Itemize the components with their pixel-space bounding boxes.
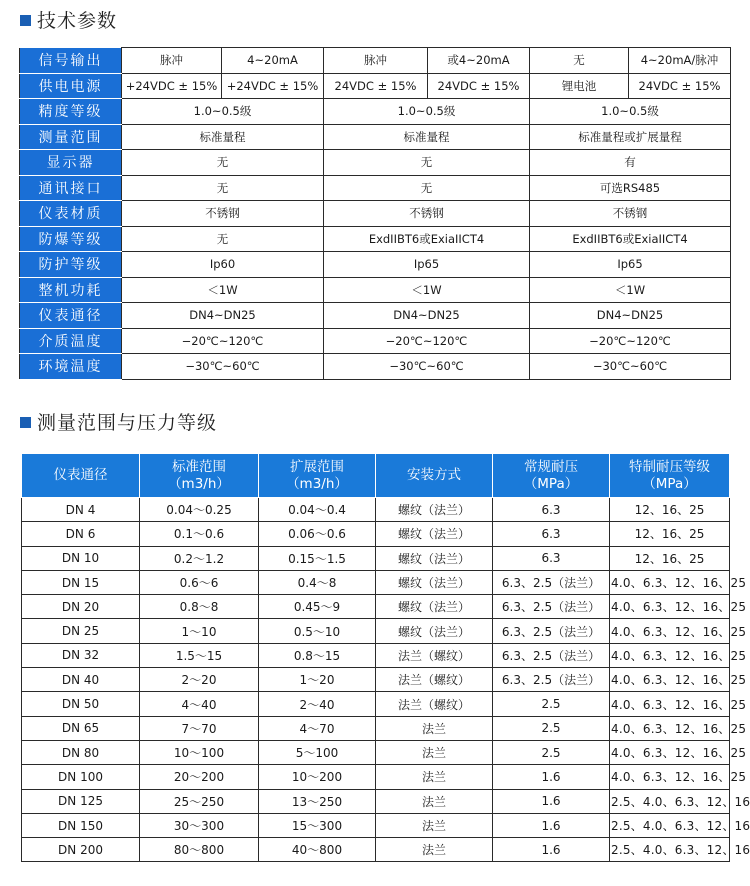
range-cell: 12、16、25 <box>610 498 730 522</box>
spec-row <box>20 252 731 278</box>
range-cell: 4.0、6.3、12、16、25 <box>610 570 730 594</box>
spec-cell: 标准量程 <box>122 124 324 150</box>
spec-cell: 脉冲 <box>122 48 222 74</box>
spec-row-label: 整机功耗 <box>20 277 122 303</box>
range-cell: 0.5～10 <box>259 619 376 643</box>
range-row <box>22 765 730 789</box>
header-unit: （MPa） <box>642 475 697 492</box>
range-cell: 0.45～9 <box>259 595 376 619</box>
range-cell: 2～40 <box>259 692 376 716</box>
range-cell: 12、16、25 <box>610 546 730 570</box>
range-cell: DN 20 <box>22 595 140 619</box>
range-row <box>22 498 730 522</box>
range-column-header <box>259 454 376 498</box>
spec-cell: −30℃~60℃ <box>122 354 324 380</box>
spec-row <box>20 328 731 354</box>
header-line: 标准范围 <box>172 458 226 475</box>
spec-cell: Ip65 <box>530 252 731 278</box>
range-cell: 1.6 <box>493 789 610 813</box>
range-row <box>22 619 730 643</box>
range-cell: 法兰（螺纹） <box>376 668 493 692</box>
range-cell: 法兰 <box>376 838 493 862</box>
spec-row <box>20 150 731 176</box>
spec-cell: 无 <box>122 175 324 201</box>
spec-row-label: 供电电源 <box>20 73 122 99</box>
spec-row <box>20 99 731 125</box>
range-column-header <box>140 454 259 498</box>
spec-row-label: 信号输出 <box>20 48 122 74</box>
spec-cell: 24VDC ± 15% <box>324 73 428 99</box>
range-cell: 螺纹（法兰） <box>376 546 493 570</box>
range-cell: DN 200 <box>22 838 140 862</box>
range-cell: 7～70 <box>140 716 259 740</box>
range-cell: 螺纹（法兰） <box>376 619 493 643</box>
range-cell: DN 40 <box>22 668 140 692</box>
square-bullet-icon <box>20 417 31 428</box>
spec-cell: 4~20mA <box>222 48 324 74</box>
range-cell: 40～800 <box>259 838 376 862</box>
header-line: 特制耐压等级 <box>629 458 710 475</box>
spec-row-label: 测量范围 <box>20 124 122 150</box>
range-cell: 2.5 <box>493 740 610 764</box>
spec-row-label: 仪表材质 <box>20 201 122 227</box>
section-title-text: 技术参数 <box>37 9 118 32</box>
range-cell: 2.5、4.0、6.3、12、16 <box>610 838 730 862</box>
range-cell: 6.3 <box>493 498 610 522</box>
range-cell: 6.3、2.5（法兰） <box>493 595 610 619</box>
spec-cell: −20℃~120℃ <box>122 328 324 354</box>
spec-cell: ＜1W <box>122 277 324 303</box>
range-cell: 0.04～0.4 <box>259 498 376 522</box>
range-cell: 法兰 <box>376 789 493 813</box>
range-cell: 6.3、2.5（法兰） <box>493 643 610 667</box>
range-cell: 法兰 <box>376 716 493 740</box>
range-cell: 6.3 <box>493 522 610 546</box>
range-cell: 30～300 <box>140 813 259 837</box>
header-line: 安装方式 <box>407 467 461 483</box>
spec-cell: 无 <box>122 226 324 252</box>
spec-cell: Ip65 <box>324 252 530 278</box>
range-cell: 4.0、6.3、12、16、25 <box>610 595 730 619</box>
range-cell: 法兰 <box>376 740 493 764</box>
spec-row-label: 显示器 <box>20 150 122 176</box>
range-row <box>22 838 730 862</box>
range-cell: 1～20 <box>259 668 376 692</box>
spec-cell: 24VDC ± 15% <box>428 73 530 99</box>
range-cell: 2.5、4.0、6.3、12、16 <box>610 813 730 837</box>
spec-cell: −20℃~120℃ <box>324 328 530 354</box>
range-row <box>22 570 730 594</box>
spec-row <box>20 73 731 99</box>
range-cell: 6.3、2.5（法兰） <box>493 570 610 594</box>
range-column-header <box>376 454 493 498</box>
range-cell: 螺纹（法兰） <box>376 522 493 546</box>
spec-row <box>20 48 731 74</box>
spec-cell: 不锈钢 <box>324 201 530 227</box>
range-cell: 4.0、6.3、12、16、25 <box>610 668 730 692</box>
range-row <box>22 740 730 764</box>
header-unit: （m3/h） <box>168 475 230 492</box>
range-cell: DN 6 <box>22 522 140 546</box>
spec-cell: 可选RS485 <box>530 175 731 201</box>
spec-row <box>20 201 731 227</box>
range-cell: 法兰 <box>376 765 493 789</box>
spec-cell: 标准量程或扩展量程 <box>530 124 731 150</box>
range-cell: 4.0、6.3、12、16、25 <box>610 619 730 643</box>
header-unit: （m3/h） <box>286 475 348 492</box>
range-cell: DN 50 <box>22 692 140 716</box>
range-row <box>22 789 730 813</box>
spec-row <box>20 226 731 252</box>
range-cell: DN 32 <box>22 643 140 667</box>
range-cell: 4.0、6.3、12、16、25 <box>610 765 730 789</box>
header-line: 常规耐压 <box>524 458 578 475</box>
range-cell: 6.3、2.5（法兰） <box>493 619 610 643</box>
range-cell: 20～200 <box>140 765 259 789</box>
range-cell: 12、16、25 <box>610 522 730 546</box>
spec-cell: −30℃~60℃ <box>530 354 731 380</box>
range-cell: 80～800 <box>140 838 259 862</box>
range-cell: DN 80 <box>22 740 140 764</box>
section-title-specs <box>20 4 117 34</box>
range-cell: 10～100 <box>140 740 259 764</box>
range-cell: 2.5、4.0、6.3、12、16 <box>610 789 730 813</box>
spec-row <box>20 124 731 150</box>
spec-cell: DN4~DN25 <box>324 303 530 329</box>
range-cell: 0.4～8 <box>259 570 376 594</box>
spec-cell: 1.0~0.5级 <box>530 99 731 125</box>
range-row <box>22 522 730 546</box>
range-cell: 4.0、6.3、12、16、25 <box>610 740 730 764</box>
range-cell: 0.06～0.6 <box>259 522 376 546</box>
range-cell: 螺纹（法兰） <box>376 570 493 594</box>
spec-cell: DN4~DN25 <box>530 303 731 329</box>
range-cell: 13～250 <box>259 789 376 813</box>
range-cell: 15～300 <box>259 813 376 837</box>
section-title-range <box>20 406 217 436</box>
range-cell: DN 150 <box>22 813 140 837</box>
spec-row-label: 防爆等级 <box>20 226 122 252</box>
range-cell: DN 100 <box>22 765 140 789</box>
range-cell: 0.8～15 <box>259 643 376 667</box>
range-cell: 2～20 <box>140 668 259 692</box>
range-cell: 1.6 <box>493 765 610 789</box>
spec-row-label: 防护等级 <box>20 252 122 278</box>
range-row <box>22 668 730 692</box>
range-column-header <box>610 454 730 498</box>
range-cell: 0.2～1.2 <box>140 546 259 570</box>
range-cell: 0.8～8 <box>140 595 259 619</box>
header-line: 仪表通径 <box>53 467 108 483</box>
spec-cell: 无 <box>324 175 530 201</box>
spec-row <box>20 354 731 380</box>
range-cell: DN 25 <box>22 619 140 643</box>
square-bullet-icon <box>20 15 31 26</box>
range-cell: 螺纹（法兰） <box>376 498 493 522</box>
spec-table <box>19 47 731 380</box>
spec-row-label: 环境温度 <box>20 354 122 380</box>
range-cell: 4～40 <box>140 692 259 716</box>
spec-row-label: 介质温度 <box>20 328 122 354</box>
range-cell: 4.0、6.3、12、16、25 <box>610 716 730 740</box>
range-cell: 法兰（螺纹） <box>376 643 493 667</box>
section-title-text: 测量范围与压力等级 <box>37 411 218 434</box>
range-cell: 法兰 <box>376 813 493 837</box>
spec-row <box>20 175 731 201</box>
spec-cell: Ip60 <box>122 252 324 278</box>
range-table <box>21 453 750 862</box>
range-cell: 2.5 <box>493 692 610 716</box>
range-cell: 4.0、6.3、12、16、25 <box>610 692 730 716</box>
range-row <box>22 546 730 570</box>
spec-cell: 无 <box>122 150 324 176</box>
spec-cell: 无 <box>530 48 629 74</box>
range-cell: 5～100 <box>259 740 376 764</box>
spec-cell: +24VDC ± 15% <box>122 73 222 99</box>
range-column-header <box>493 454 610 498</box>
spec-cell: 脉冲 <box>324 48 428 74</box>
spec-row <box>20 277 731 303</box>
spec-cell: 1.0~0.5级 <box>324 99 530 125</box>
range-cell: DN 65 <box>22 716 140 740</box>
range-column-header <box>22 454 140 498</box>
spec-cell: 不锈钢 <box>122 201 324 227</box>
range-cell: DN 125 <box>22 789 140 813</box>
spec-cell: 24VDC ± 15% <box>629 73 731 99</box>
spec-cell: 不锈钢 <box>530 201 731 227</box>
range-cell: 4.0、6.3、12、16、25 <box>610 643 730 667</box>
spec-cell: ＜1W <box>324 277 530 303</box>
header-line: 扩展范围 <box>290 458 344 475</box>
spec-cell: 无 <box>324 150 530 176</box>
spec-cell: ExdIIBT6或ExiaIICT4 <box>530 226 731 252</box>
spec-row-label: 仪表通径 <box>20 303 122 329</box>
spec-row <box>20 303 731 329</box>
range-cell: 1.6 <box>493 838 610 862</box>
range-cell: 1.6 <box>493 813 610 837</box>
spec-cell: DN4~DN25 <box>122 303 324 329</box>
range-row <box>22 692 730 716</box>
range-cell: DN 4 <box>22 498 140 522</box>
spec-cell: −30℃~60℃ <box>324 354 530 380</box>
range-cell: 2.5 <box>493 716 610 740</box>
spec-cell: +24VDC ± 15% <box>222 73 324 99</box>
spec-row-label: 通讯接口 <box>20 175 122 201</box>
range-row <box>22 595 730 619</box>
range-cell: 1～10 <box>140 619 259 643</box>
range-cell: 1.5～15 <box>140 643 259 667</box>
range-cell: 10～200 <box>259 765 376 789</box>
range-cell: 螺纹（法兰） <box>376 595 493 619</box>
spec-cell: −20℃~120℃ <box>530 328 731 354</box>
range-cell: 0.04～0.25 <box>140 498 259 522</box>
spec-cell: 4~20mA/脉冲 <box>629 48 731 74</box>
spec-cell: 锂电池 <box>530 73 629 99</box>
range-cell: 25～250 <box>140 789 259 813</box>
range-row <box>22 716 730 740</box>
spec-cell: ＜1W <box>530 277 731 303</box>
range-cell: 6.3、2.5（法兰） <box>493 668 610 692</box>
range-cell: DN 15 <box>22 570 140 594</box>
range-row <box>22 813 730 837</box>
range-cell: 0.1～0.6 <box>140 522 259 546</box>
spec-cell: ExdIIBT6或ExiaIICT4 <box>324 226 530 252</box>
range-cell: 4～70 <box>259 716 376 740</box>
spec-cell: 或4~20mA <box>428 48 530 74</box>
spec-cell: 标准量程 <box>324 124 530 150</box>
range-row <box>22 643 730 667</box>
spec-cell: 1.0~0.5级 <box>122 99 324 125</box>
range-cell: DN 10 <box>22 546 140 570</box>
range-cell: 6.3 <box>493 546 610 570</box>
range-cell: 0.15～1.5 <box>259 546 376 570</box>
range-cell: 0.6～6 <box>140 570 259 594</box>
spec-cell: 有 <box>530 150 731 176</box>
spec-row-label: 精度等级 <box>20 99 122 125</box>
range-cell: 法兰（螺纹） <box>376 692 493 716</box>
header-unit: （MPa） <box>523 475 579 492</box>
